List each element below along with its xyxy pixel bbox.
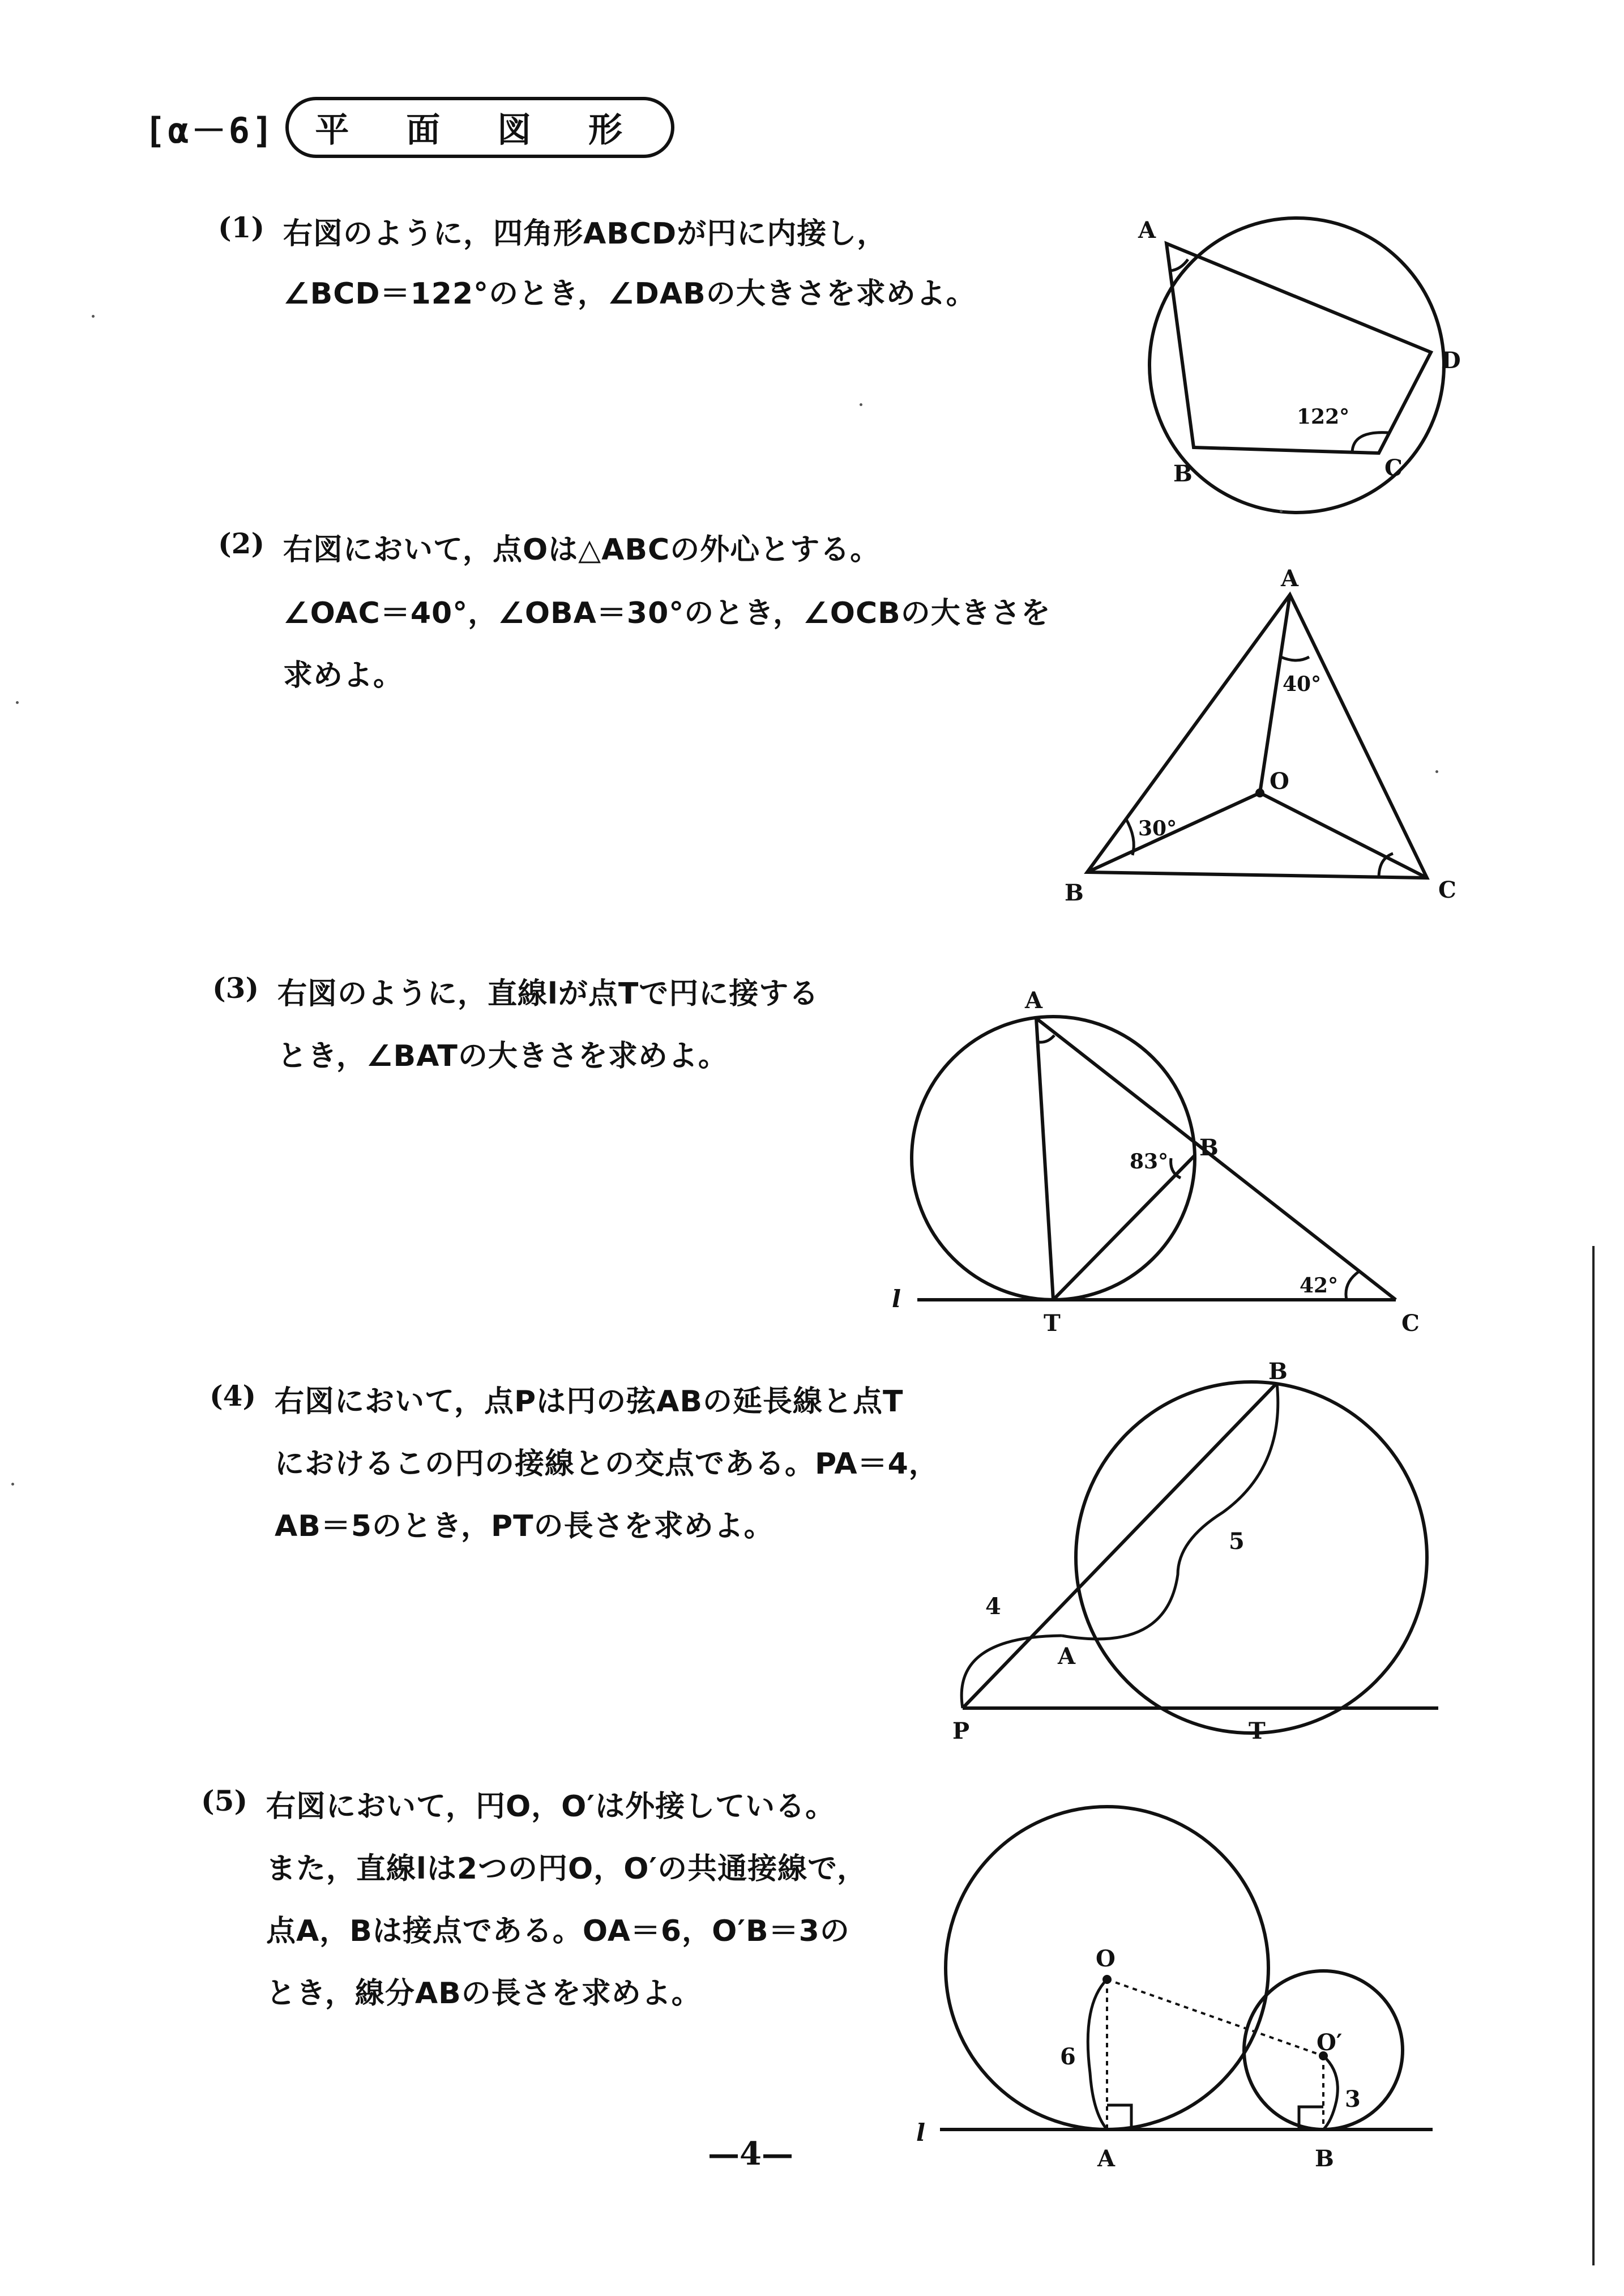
label-d: D xyxy=(1441,347,1461,374)
label-c: C xyxy=(1384,455,1403,481)
scan-speck xyxy=(860,403,862,406)
problem-text-line: 求めよ。 xyxy=(283,659,404,693)
problem-number: (2) xyxy=(218,527,265,560)
angle-label-oac: 40° xyxy=(1283,672,1322,696)
length-brace-oa xyxy=(1088,1979,1107,2129)
problem-text-line: とき，∠BATの大きさを求めよ。 xyxy=(277,1039,728,1073)
label-a: A xyxy=(1097,2145,1116,2172)
section-tag: [α－6] xyxy=(144,109,276,151)
problem-number: (5) xyxy=(201,1784,248,1817)
problem-text-line: 右図のように，四角形ABCDが円に内接し， xyxy=(283,217,887,251)
figure-common-tangent xyxy=(906,1824,1450,2175)
figure-tangent-line xyxy=(883,985,1438,1348)
segment-oc xyxy=(1260,793,1427,878)
figure-circumcenter xyxy=(1053,566,1484,917)
label-l: l xyxy=(892,1285,901,1313)
scan-speck xyxy=(1280,510,1283,513)
angle-label-b: 83° xyxy=(1130,1150,1169,1173)
problem-text-line: 右図において，円O，O′は外接している。 xyxy=(266,1790,836,1824)
problem-text-line: 右図のように，直線lが点Tで円に接する xyxy=(277,977,819,1011)
label-b: B xyxy=(1315,2145,1334,2172)
problem-text-line: 右図において，点Pは円の弦ABの延長線と点T xyxy=(275,1385,904,1419)
angle-label-bcd: 122° xyxy=(1297,405,1350,429)
label-l: l xyxy=(916,2119,925,2146)
label-a: A xyxy=(1058,1643,1076,1670)
label-c: C xyxy=(1438,877,1456,903)
problem-text-line: とき，線分ABの長さを求めよ。 xyxy=(266,1977,702,2011)
label-a: A xyxy=(1281,565,1299,592)
label-t: T xyxy=(1249,1718,1266,1744)
section-title: 平 面 図 形 xyxy=(285,97,674,158)
label-b: B xyxy=(1268,1358,1288,1385)
problem-number: (1) xyxy=(218,211,265,244)
angle-arc-b xyxy=(1171,1158,1181,1178)
problem-text-line: におけるこの円の接線との交点である。PA＝4， xyxy=(275,1447,939,1481)
label-t: T xyxy=(1044,1310,1061,1337)
label-b: B xyxy=(1199,1134,1219,1161)
length-brace-o-prime-b xyxy=(1323,2056,1337,2129)
label-o: O xyxy=(1270,768,1289,795)
problem-text-line: また，直線lは2つの円O，O′の共通接線で， xyxy=(266,1852,867,1886)
problem-text-line: AB＝5のとき，PTの長さを求めよ。 xyxy=(275,1509,774,1543)
label-c: C xyxy=(1401,1310,1420,1337)
length-label-pa: 4 xyxy=(985,1593,1001,1620)
segment-oo-prime xyxy=(1107,1979,1323,2056)
problem-text-line: 点A，Bは接点である。OA＝6，O′B＝3の xyxy=(266,1914,850,1948)
scan-speck xyxy=(92,315,95,318)
label-b: B xyxy=(1173,460,1193,487)
problem-text-line: 右図において，点Oは△ABCの外心とする。 xyxy=(283,533,881,567)
scan-speck xyxy=(1435,770,1438,773)
label-p: P xyxy=(952,1718,970,1744)
figure-tangent-secant xyxy=(929,1358,1450,1744)
scan-speck xyxy=(11,1483,14,1486)
angle-arc-c xyxy=(1346,1271,1359,1300)
length-label-oa: 6 xyxy=(1060,2043,1076,2070)
segment-tb xyxy=(1053,1155,1195,1300)
figure-inscribed-quadrilateral xyxy=(1110,176,1484,493)
length-label-ab: 5 xyxy=(1229,1528,1245,1555)
angle-arc-b xyxy=(1126,818,1134,855)
problem-number: (3) xyxy=(212,971,259,1005)
angle-label-oba: 30° xyxy=(1138,817,1177,840)
angle-arc-c xyxy=(1379,853,1393,878)
scan-edge-line xyxy=(1592,1246,1595,2265)
page-number: —4— xyxy=(708,2135,793,2173)
label-o-prime: O′ xyxy=(1317,2029,1343,2056)
right-angle-a xyxy=(1107,2105,1131,2129)
problem-text-line: ∠BCD＝122°のとき，∠DABの大きさを求めよ。 xyxy=(283,277,976,311)
label-a: A xyxy=(1138,217,1156,244)
label-b: B xyxy=(1065,880,1084,906)
segment-at xyxy=(1036,1018,1053,1300)
scan-speck xyxy=(16,701,19,704)
length-brace-pa xyxy=(961,1636,1062,1708)
section-header xyxy=(144,96,674,159)
point-o xyxy=(1255,788,1264,797)
length-brace-ab xyxy=(1062,1383,1278,1639)
length-label-o-prime-b: 3 xyxy=(1345,2086,1361,2113)
label-o: O xyxy=(1096,1945,1116,1972)
label-a: A xyxy=(1025,987,1043,1014)
angle-arc-a xyxy=(1038,1035,1054,1042)
problem-text-line: ∠OAC＝40°，∠OBA＝30°のとき，∠OCBの大きさを xyxy=(283,596,1051,630)
angle-label-c: 42° xyxy=(1300,1274,1339,1298)
problem-number: (4) xyxy=(210,1379,257,1412)
angle-arc-a xyxy=(1281,657,1309,660)
circle xyxy=(1076,1382,1427,1733)
